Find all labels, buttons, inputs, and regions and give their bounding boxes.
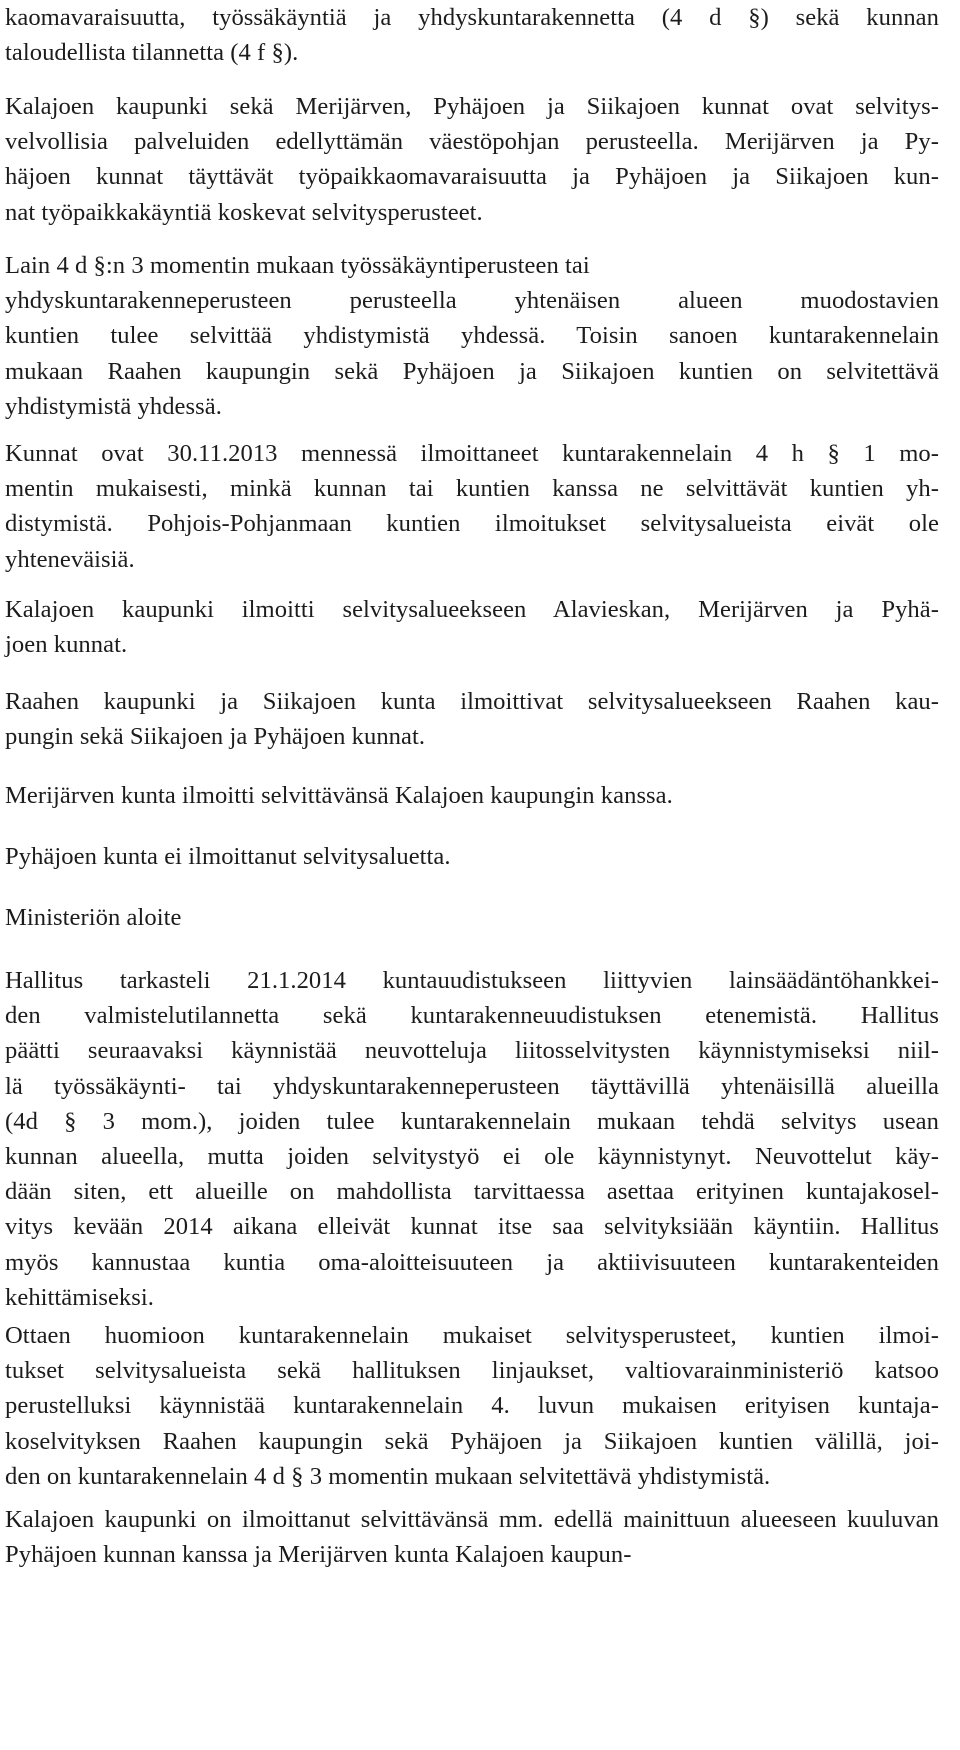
text-line: perustelluksi käynnistää kuntarakennelain 4. luvun mukaisen erityisen kuntaja- bbox=[5, 1392, 939, 1420]
text-line: Kalajoen kaupunki on ilmoittanut selvittävänsä mm. edellä mainittuun alueeseen kuuluvan Pyhäjoen kunnan kanssa ja Merijärven kunta Kalajoen kaupun- bbox=[5, 1506, 939, 1569]
text-line: tukset selvitysalueista sekä hallituksen linjaukset, valtiovarainministeriö katsoo bbox=[5, 1357, 939, 1385]
paragraph-11 bbox=[5, 1502, 939, 1572]
text-line: Merijärven kunta ilmoitti selvittävänsä Kalajoen kaupungin kanssa. bbox=[5, 782, 673, 809]
text-line: distymistä. Pohjois-Pohjanmaan kuntien ilmoitukset selvitysalueista eivät ole bbox=[5, 510, 939, 538]
paragraph-5 bbox=[5, 592, 939, 662]
paragraph-6 bbox=[5, 684, 939, 754]
paragraph-1 bbox=[5, 0, 939, 70]
text-line: den on kuntarakennelain 4 d § 3 momentin mukaan selvitettävä yhdistymistä. bbox=[5, 1462, 771, 1490]
paragraph-8 bbox=[5, 839, 939, 874]
text-line: velvollisia palveluiden edellyttämän väestöpohjan perusteella. Merijärven ja Py- bbox=[5, 128, 939, 156]
text-line: yhteneväisiä. bbox=[5, 545, 135, 573]
text-line: joen kunnat. bbox=[5, 631, 128, 659]
text-line: dään siten, ett alueille on mahdollista tarvittaessa asettaa erityinen kuntajakosel- bbox=[5, 1178, 939, 1206]
section-heading bbox=[5, 900, 939, 935]
text-line: den valmistelutilannetta sekä kuntarakenneuudistuksen etenemistä. Hallitus bbox=[5, 1002, 939, 1030]
text-line: Pyhäjoen kunta ei ilmoittanut selvitysaluetta. bbox=[5, 843, 451, 870]
paragraph-3 bbox=[5, 248, 939, 424]
text-line: pungin sekä Siikajoen ja Pyhäjoen kunnat. bbox=[5, 723, 426, 751]
text-line: Ottaen huomioon kuntarakennelain mukaiset selvitysperusteet, kuntien ilmoi- bbox=[5, 1322, 939, 1349]
text-line: koselvityksen Raahen kaupungin sekä Pyhäjoen ja Siikajoen kuntien välillä, joi- bbox=[5, 1427, 939, 1455]
text-line: myös kannustaa kuntia oma-aloitteisuuteen ja aktiivisuuteen kuntarakenteiden bbox=[5, 1248, 939, 1276]
text-line: Hallitus tarkasteli 21.1.2014 kuntauudistukseen liittyvien lainsäädäntöhankkei- bbox=[5, 967, 939, 994]
text-line: kehittämiseksi. bbox=[5, 1283, 154, 1311]
text-line: kuntien tulee selvittää yhdistymistä yhdessä. Toisin sanoen kuntarakennelain bbox=[5, 322, 939, 350]
text-line: yhdyskuntarakenneperusteen perusteella yhtenäisen alueen muodostavien bbox=[5, 287, 939, 315]
text-line: Raahen kaupunki ja Siikajoen kunta ilmoittivat selvitysalueekseen Raahen kau- bbox=[5, 688, 939, 715]
paragraph-9 bbox=[5, 963, 939, 1315]
text-line: vitys kevään 2014 aikana elleivät kunnat itse saa selvityksiään käyntiin. Hallitus bbox=[5, 1213, 939, 1241]
text-line: lä työssäkäynti- tai yhdyskuntarakenneperusteen täyttävillä yhtenäisillä alueilla bbox=[5, 1072, 939, 1100]
text-line: kunnan alueella, mutta joiden selvitystyö ei ole käynnistynyt. Neuvottelut käy- bbox=[5, 1142, 939, 1170]
text-line: (4d § 3 mom.), joiden tulee kuntarakennelain mukaan tehdä selvitys usean bbox=[5, 1107, 939, 1135]
text-line: Lain 4 d §:n 3 momentin mukaan työssäkäyntiperusteen tai bbox=[5, 252, 590, 279]
heading-text: Ministeriön aloite bbox=[5, 904, 182, 931]
paragraph-10 bbox=[5, 1318, 939, 1494]
text-line: häjoen kunnat täyttävät työpaikkaomavaraisuutta ja Pyhäjoen ja Siikajoen kun- bbox=[5, 163, 939, 191]
text-line: Kalajoen kaupunki ilmoitti selvitysalueekseen Alavieskan, Merijärven ja Pyhä- bbox=[5, 596, 939, 623]
text-line: taloudellista tilannetta (4 f §). bbox=[5, 39, 299, 67]
text-line: yhdistymistä yhdessä. bbox=[5, 392, 222, 420]
text-line: päätti seuraavaksi käynnistää neuvotteluja liitosselvitysten käynnistymiseksi niil- bbox=[5, 1037, 939, 1065]
text-line: mentin mukaisesti, minkä kunnan tai kuntien kanssa ne selvittävät kuntien yh- bbox=[5, 475, 939, 503]
paragraph-2 bbox=[5, 89, 939, 230]
text-line: Kunnat ovat 30.11.2013 mennessä ilmoittaneet kuntarakennelain 4 h § 1 mo- bbox=[5, 440, 939, 467]
text-line: Kalajoen kaupunki sekä Merijärven, Pyhäjoen ja Siikajoen kunnat ovat selvitys- bbox=[5, 93, 939, 120]
text-line: mukaan Raahen kaupungin sekä Pyhäjoen ja Siikajoen kuntien on selvitettävä bbox=[5, 357, 939, 385]
paragraph-7 bbox=[5, 778, 939, 813]
text-line: nat työpaikkakäyntiä koskevat selvitysperusteet. bbox=[5, 198, 483, 226]
paragraph-4 bbox=[5, 436, 939, 577]
text-line: kaomavaraisuutta, työssäkäyntiä ja yhdyskuntarakennetta (4 d §) sekä kunnan bbox=[5, 4, 939, 31]
